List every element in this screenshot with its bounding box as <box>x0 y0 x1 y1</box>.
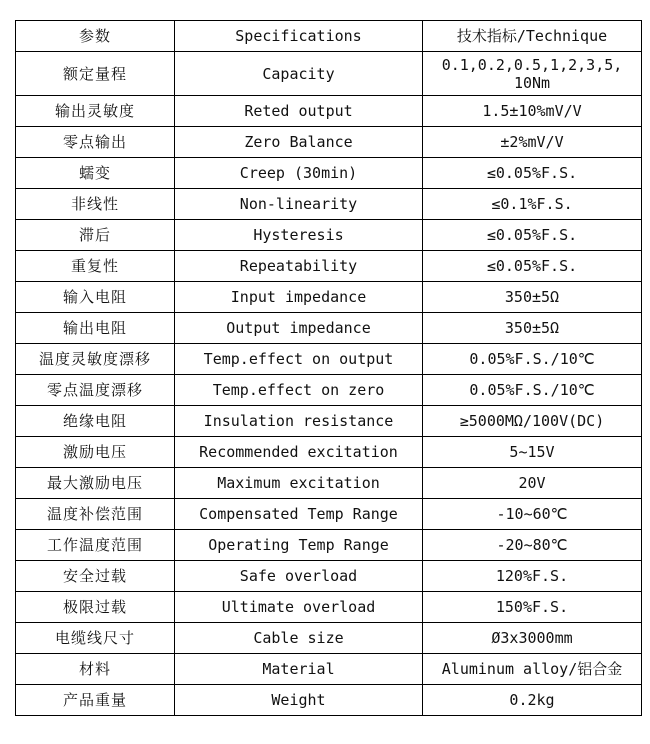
param-en-cell: Repeatability <box>175 251 423 282</box>
table-row <box>16 561 642 592</box>
param-en-cell: Recommended excitation <box>175 437 423 468</box>
table-row <box>16 468 642 499</box>
table-row <box>16 375 642 406</box>
param-cn-cell: 安全过载 <box>16 561 175 592</box>
table-row <box>16 220 642 251</box>
param-value-cell: 5~15V <box>423 437 642 468</box>
header-en-cell: Specifications <box>175 21 423 52</box>
table-row <box>16 592 642 623</box>
param-en-cell: Insulation resistance <box>175 406 423 437</box>
table-row <box>16 52 642 96</box>
param-cn-cell: 输出灵敏度 <box>16 96 175 127</box>
table-row <box>16 623 642 654</box>
table-row <box>16 654 642 685</box>
param-en-cell: Output impedance <box>175 313 423 344</box>
param-cn-cell: 材料 <box>16 654 175 685</box>
param-cn-cell: 重复性 <box>16 251 175 282</box>
param-value-cell: ≤0.05%F.S. <box>423 158 642 189</box>
param-value-cell: 350±5Ω <box>423 313 642 344</box>
table-header-row <box>16 21 642 52</box>
param-en-cell: Material <box>175 654 423 685</box>
param-value-cell: 0.1,0.2,0.5,1,2,3,5, 10Nm <box>423 52 642 96</box>
param-value-cell: 0.2kg <box>423 685 642 716</box>
header-value-cell: 技术指标/Technique <box>423 21 642 52</box>
param-cn-cell: 额定量程 <box>16 52 175 96</box>
table-row <box>16 437 642 468</box>
param-value-cell: Aluminum alloy/铝合金 <box>423 654 642 685</box>
param-en-cell: Maximum excitation <box>175 468 423 499</box>
param-en-cell: Safe overload <box>175 561 423 592</box>
param-value-cell: -10~60℃ <box>423 499 642 530</box>
param-cn-cell: 非线性 <box>16 189 175 220</box>
param-cn-cell: 最大激励电压 <box>16 468 175 499</box>
param-value-cell: Ø3x3000mm <box>423 623 642 654</box>
param-en-cell: Compensated Temp Range <box>175 499 423 530</box>
param-cn-cell: 绝缘电阻 <box>16 406 175 437</box>
param-value-cell: 0.05%F.S./10℃ <box>423 375 642 406</box>
param-value-cell: -20~80℃ <box>423 530 642 561</box>
param-value-cell: 150%F.S. <box>423 592 642 623</box>
param-cn-cell: 温度补偿范围 <box>16 499 175 530</box>
header-cn-cell: 参数 <box>16 21 175 52</box>
param-en-cell: Cable size <box>175 623 423 654</box>
param-en-cell: Hysteresis <box>175 220 423 251</box>
param-cn-cell: 零点温度漂移 <box>16 375 175 406</box>
param-cn-cell: 电缆线尺寸 <box>16 623 175 654</box>
table-row <box>16 499 642 530</box>
table-row <box>16 282 642 313</box>
table-row <box>16 313 642 344</box>
param-en-cell: Operating Temp Range <box>175 530 423 561</box>
param-cn-cell: 极限过载 <box>16 592 175 623</box>
param-value-cell: 350±5Ω <box>423 282 642 313</box>
param-value-cell: ≤0.05%F.S. <box>423 220 642 251</box>
param-en-cell: Ultimate overload <box>175 592 423 623</box>
param-en-cell: Capacity <box>175 52 423 96</box>
table-row <box>16 251 642 282</box>
param-value-cell: ±2%mV/V <box>423 127 642 158</box>
param-cn-cell: 输入电阻 <box>16 282 175 313</box>
param-cn-cell: 蠕变 <box>16 158 175 189</box>
table-row <box>16 127 642 158</box>
table-row <box>16 158 642 189</box>
param-value-cell: 120%F.S. <box>423 561 642 592</box>
param-cn-cell: 零点输出 <box>16 127 175 158</box>
param-value-cell: 0.05%F.S./10℃ <box>423 344 642 375</box>
table-row <box>16 685 642 716</box>
param-en-cell: Temp.effect on output <box>175 344 423 375</box>
table-row <box>16 406 642 437</box>
param-cn-cell: 滞后 <box>16 220 175 251</box>
table-row <box>16 530 642 561</box>
param-en-cell: Creep (30min) <box>175 158 423 189</box>
param-value-cell: ≤0.1%F.S. <box>423 189 642 220</box>
param-value-cell: 1.5±10%mV/V <box>423 96 642 127</box>
param-value-cell: ≥5000MΩ/100V(DC) <box>423 406 642 437</box>
param-value-cell: ≤0.05%F.S. <box>423 251 642 282</box>
table-row <box>16 96 642 127</box>
param-en-cell: Weight <box>175 685 423 716</box>
param-cn-cell: 激励电压 <box>16 437 175 468</box>
param-en-cell: Zero Balance <box>175 127 423 158</box>
param-cn-cell: 温度灵敏度漂移 <box>16 344 175 375</box>
table-row <box>16 189 642 220</box>
table-row <box>16 344 642 375</box>
param-cn-cell: 输出电阻 <box>16 313 175 344</box>
param-en-cell: Non-linearity <box>175 189 423 220</box>
param-value-cell: 20V <box>423 468 642 499</box>
param-en-cell: Temp.effect on zero <box>175 375 423 406</box>
specification-table <box>15 20 642 716</box>
param-cn-cell: 工作温度范围 <box>16 530 175 561</box>
param-en-cell: Reted output <box>175 96 423 127</box>
param-en-cell: Input impedance <box>175 282 423 313</box>
param-cn-cell: 产品重量 <box>16 685 175 716</box>
